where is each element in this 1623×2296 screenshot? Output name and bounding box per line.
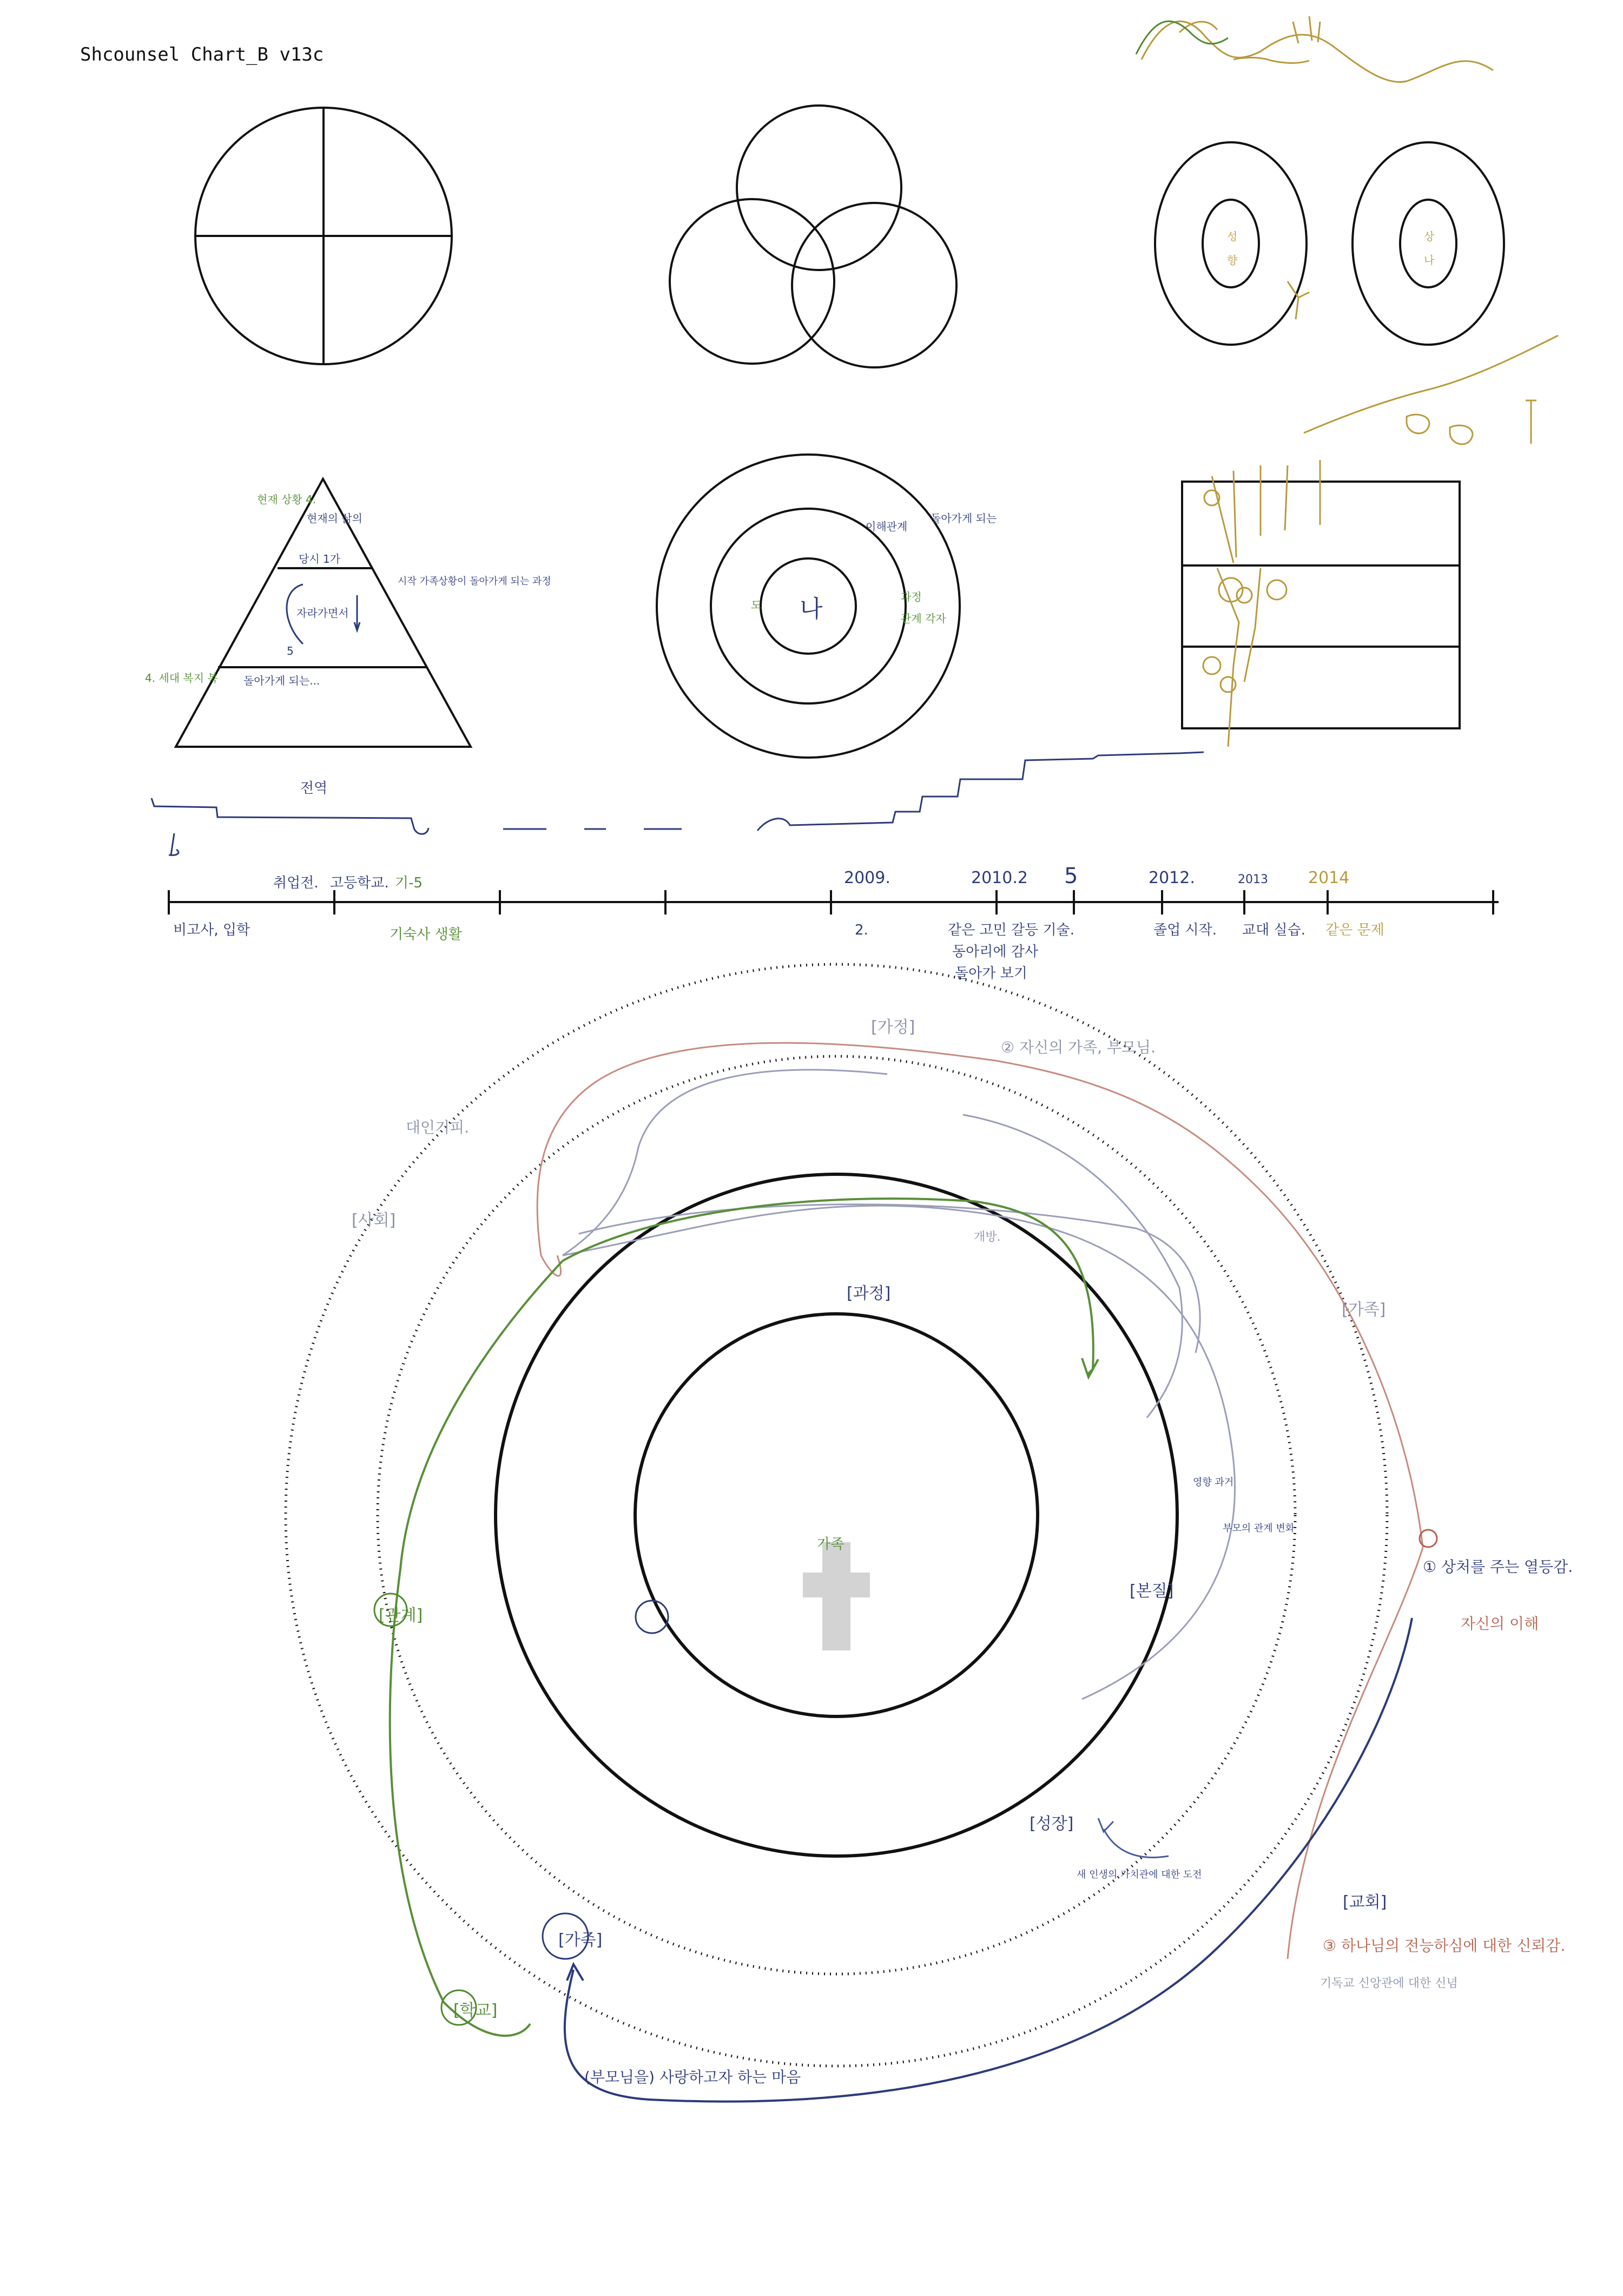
- timeline-tick-label: 2013: [1238, 873, 1268, 886]
- timeline-lower-label: 같은 고민 갈등 기술.: [948, 922, 1074, 938]
- ring-label: [과정]: [847, 1284, 891, 1303]
- diagram-note: 부모의 관계 변화: [1223, 1523, 1295, 1534]
- timeline-tick-label: 2009.: [844, 869, 890, 887]
- ring-label: [학교]: [453, 2001, 498, 2020]
- red-relationship-path: [537, 1043, 1423, 1959]
- timeline-upper-label: 고등학교.: [330, 875, 389, 891]
- target-ring-note: 과정: [901, 590, 922, 603]
- timeline-upper-label: 기-5: [395, 875, 423, 891]
- ring-label: [가족]: [1342, 1300, 1386, 1319]
- timeline-peak-label: 전역: [300, 780, 328, 797]
- ring-label: [본질]: [1130, 1582, 1174, 1601]
- timeline-tick-label: 5: [1064, 864, 1078, 889]
- timeline-lower-label: 교대 실습.: [1242, 922, 1305, 938]
- main-ring-labels: [352, 1018, 1387, 2020]
- diagram-note: 영향 과거: [1193, 1477, 1234, 1488]
- green-relationship-path: [390, 1199, 1098, 2036]
- venn-three-circles: [670, 106, 956, 367]
- timeline-lower-label: 비고사, 입학: [173, 922, 250, 938]
- oval-label: 상: [1424, 230, 1435, 243]
- pyramid-tier-label: 돌아가게 되는...: [243, 674, 320, 687]
- diagram-note: 기독교 신앙관에 대한 신념: [1320, 1977, 1458, 1990]
- timeline-lower-label: 돌아가 보기: [955, 965, 1027, 982]
- blue-growth-arrow: [1098, 1818, 1169, 1858]
- navy-relationship-path: [565, 1618, 1412, 2102]
- pyramid-inner-label: 5: [287, 644, 294, 657]
- pyramid-tier-label: 자라가면서: [296, 607, 349, 620]
- pyramid-tier-label: 현재의 삶의: [307, 512, 362, 525]
- pyramid-side-note: 현재 상황 4.: [257, 493, 316, 506]
- rectangle-gold-sketch: [1203, 460, 1320, 747]
- ring-label: [사회]: [352, 1211, 396, 1230]
- timeline-lower-label: 기숙사 생활: [390, 926, 462, 943]
- diagram-note: 개방.: [974, 1231, 1001, 1244]
- diagram-note: 새 인생의 가치관에 대한 도전: [1077, 1869, 1202, 1880]
- timeline-lower-label: 졸업 시작.: [1153, 922, 1217, 938]
- label-bubbles: [374, 1530, 1437, 2025]
- pyramid-side-note: 시작 가족상황이 돌아가게 되는 과정: [398, 576, 551, 587]
- timeline-start-mark: [169, 833, 179, 855]
- target-center-label: 나: [800, 595, 823, 623]
- timeline-upper-label: 취업전.: [273, 875, 319, 891]
- target-ring-note: 도: [751, 598, 762, 611]
- timeline-tick-label: 2014: [1308, 869, 1350, 887]
- ring-label: [관계]: [379, 1606, 423, 1625]
- timeline-lower-label: 같은 문제: [1325, 922, 1384, 938]
- timeline-tick-label: 2010.2: [971, 869, 1028, 887]
- quartered-circle-figure: [195, 108, 452, 364]
- chart-title: Shcounsel Chart_B v13c: [80, 44, 324, 65]
- timeline-lower-labels: [173, 922, 1384, 982]
- target-ring-note: 관계 각자: [901, 612, 946, 625]
- diagram-note: ① 상처를 주는 열등감.: [1423, 1558, 1573, 1576]
- oval-label: 나: [1424, 254, 1435, 267]
- timeline-lower-label: 2.: [855, 922, 868, 938]
- timeline-upper-labels: [273, 780, 423, 891]
- cross-center-label: 가족: [817, 1536, 845, 1552]
- ring-label: [성장]: [1030, 1814, 1074, 1833]
- ring-label: [가정]: [871, 1018, 915, 1037]
- oval-label: 향: [1227, 254, 1238, 267]
- oval-label: 성: [1227, 230, 1238, 243]
- diagram-note: ③ 하나님의 전능하심에 대한 신뢰감.: [1323, 1937, 1566, 1955]
- ring-label: [가족]: [558, 1931, 603, 1950]
- timeline-tick-label: 2012.: [1149, 869, 1195, 887]
- target-ring-note: 돌아가게 되는: [931, 512, 997, 525]
- pyramid-tier-label: 당시 1가: [299, 552, 341, 565]
- timeline-tick-labels: [844, 864, 1349, 889]
- ring-label: [교회]: [1343, 1893, 1387, 1912]
- pyramid-side-note: 4. 세대 복지 복: [145, 672, 218, 685]
- main-diagram-notes: [406, 1038, 1573, 2086]
- double-ovals-figure: [1155, 142, 1504, 345]
- diagram-note: 자신의 이해: [1461, 1615, 1539, 1633]
- diagram-note: (부모님을) 사랑하고자 하는 마음: [584, 2068, 801, 2086]
- timeline-lower-label: 동아리에 감사: [952, 944, 1038, 960]
- pyramid-annotations: [145, 493, 551, 687]
- diagram-note: ② 자신의 가족, 부모님.: [1001, 1038, 1156, 1056]
- diagram-note: 대인기피.: [406, 1119, 470, 1136]
- target-ring-note: 이해관계: [866, 520, 908, 533]
